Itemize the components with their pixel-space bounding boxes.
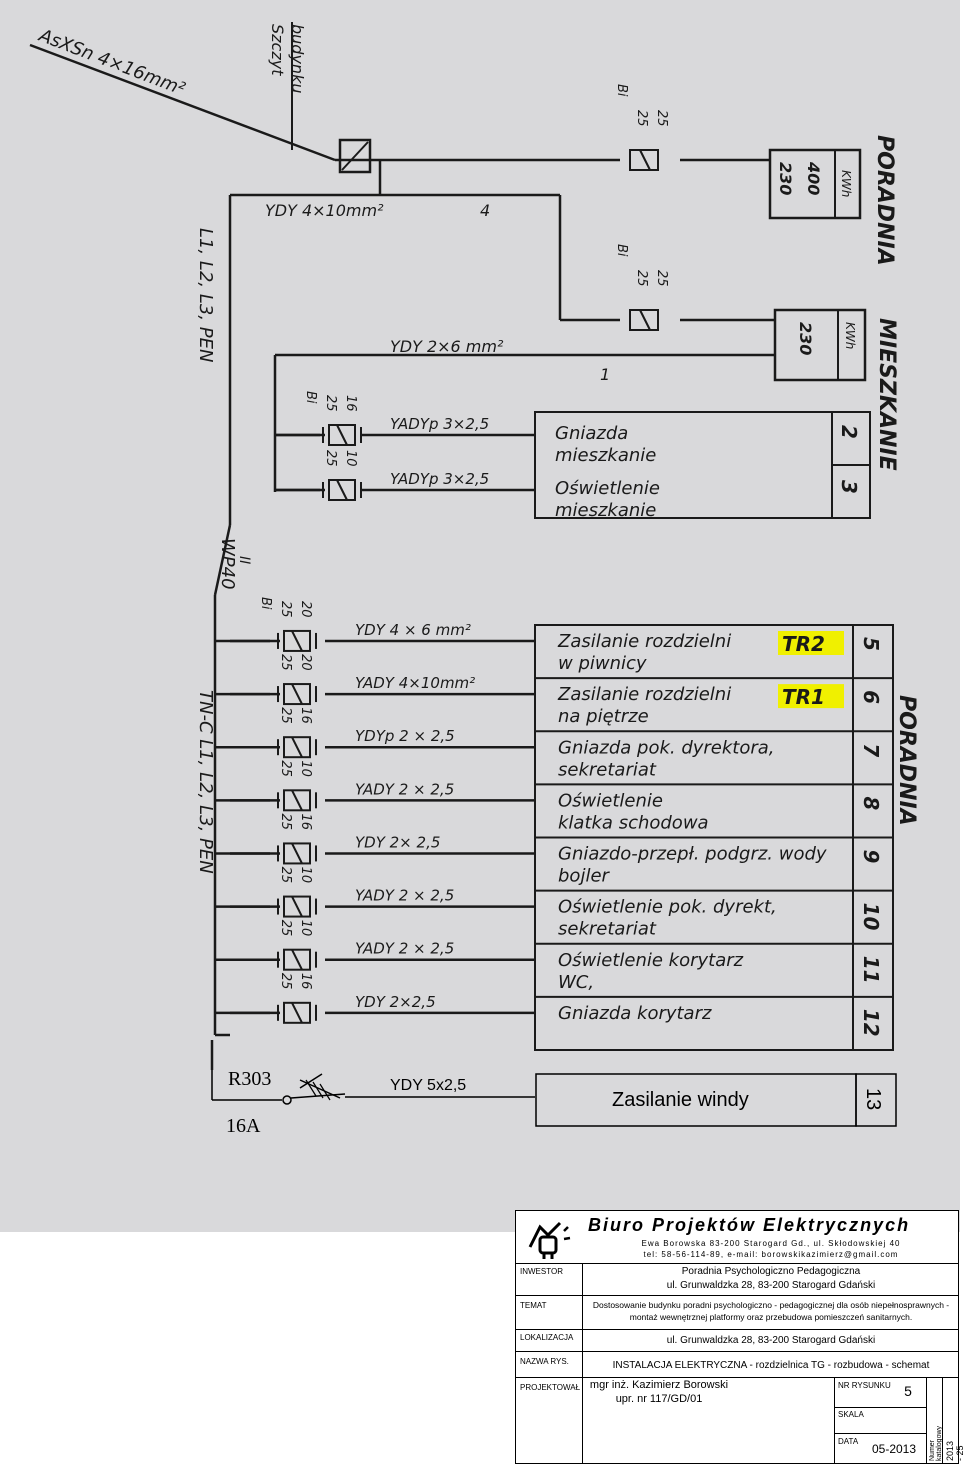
svg-text:230: 230 xyxy=(796,322,815,356)
mieszkanie-circuits xyxy=(275,391,870,521)
section-label-poradnia: PORADNIA xyxy=(894,695,919,826)
poradnia-circuit-6-fuse-rating: 20 xyxy=(298,654,313,671)
svg-text:KWh: KWh xyxy=(839,170,853,198)
mieszkanie-feed-cable: YDY 2×6 mm² xyxy=(390,337,504,356)
mieszkanie-circuit-2-desc-2: mieszkanie xyxy=(555,500,657,521)
mieszkanie-circuit-1-number: 2 xyxy=(837,425,861,439)
feeder-cable-label: YDY 4×10mm² xyxy=(265,201,384,220)
bureau-address: Ewa Borowska 83-200 Starogard Gd., ul. Skłodowskiej 40 xyxy=(641,1239,901,1248)
mieszkanie-circuit-1-cable: YADYp 3×2,5 xyxy=(390,415,490,433)
poradnia-circuit-12-fuse-base: 25 xyxy=(278,972,293,990)
gable-label-2: budynku xyxy=(288,24,307,94)
poradnia-circuit-8-fuse-base: 25 xyxy=(278,760,293,777)
lift-circuit xyxy=(212,1068,896,1137)
feeder-number: 4 xyxy=(480,201,491,220)
poradnia-circuit-7-desc-1: Gniazda pok. dyrektora, xyxy=(558,737,775,759)
mieszkanie-circuit-2-fuse-base: 25 xyxy=(323,450,338,467)
poradnia-circuit-12-cable: YDY 2×2,5 xyxy=(355,992,436,1011)
mieszkanie-circuit-1-desc-1: Gniazda xyxy=(555,423,629,444)
poradnia-circuit-12-desc-1: Gniazda korytarz xyxy=(558,1002,712,1024)
svg-text:25: 25 xyxy=(654,110,669,127)
nr-rysunku-value: 5 xyxy=(904,1383,912,1399)
temat-line-1: Dostosowanie budynku poradni psychologiczno - pedagogicznej dla osób niepełnosprawnych - xyxy=(592,1300,950,1310)
poradnia-circuit-5-desc-2: w piwnicy xyxy=(558,653,647,674)
poradnia-circuit-6-desc-2: na piętrze xyxy=(558,706,649,728)
catalog-number: 2013 - 25 xyxy=(945,1440,965,1461)
mieszkanie-circuit-1-fuse-base: 25 xyxy=(323,395,338,412)
section-label-poradnia-top: PORADNIA xyxy=(872,135,897,266)
mieszkanie-circuit-2-fuse-rating: 10 xyxy=(343,450,358,467)
poradnia-circuit-5-cable: YDY 4 × 6 mm² xyxy=(355,620,471,639)
poradnia-circuit-10-fuse-rating: 10 xyxy=(298,866,313,884)
inwestor-name: Poradnia Psychologiczno Pedagogiczna xyxy=(681,1266,861,1277)
poradnia-circuit-10-number: 10 xyxy=(859,902,883,931)
poradnia-circuit-6-number: 6 xyxy=(859,690,883,705)
bureau-logo-plug-icon xyxy=(524,1217,572,1261)
poradnia-circuit-7-desc-2: sekretariat xyxy=(558,759,656,781)
bureau-name: Biuro Projektów Elektrycznych xyxy=(588,1215,911,1235)
poradnia-circuit-8-desc-1: Oświetlenie xyxy=(558,790,663,812)
poradnia-circuit-5-fuse-rating: 20 xyxy=(298,600,313,618)
poradnia-circuit-12-number: 12 xyxy=(859,1008,883,1037)
svg-text:KWh: KWh xyxy=(843,322,857,350)
temat-line-2: montaż wewnętrznej platformy oraz przebudowa pomieszczeń sanitarnych. xyxy=(629,1312,913,1322)
inwestor-address: ul. Grunwaldzka 28, 83-200 Starogard Gdański xyxy=(666,1280,876,1291)
poradnia-circuit-12-fuse-rating: 16 xyxy=(298,972,313,990)
poradnia-circuit-8-cable: YADY 2 × 2,5 xyxy=(355,780,455,799)
mieszkanie-circuit-2-number: 3 xyxy=(837,480,861,494)
poradnia-circuit-6-desc-1: Zasilanie rozdzielni xyxy=(558,684,732,706)
inwestor-label: INWESTOR xyxy=(520,1267,563,1276)
projektowal-name: mgr inż. Kazimierz Borowski xyxy=(589,1379,729,1391)
poradnia-circuit-7-number: 7 xyxy=(859,743,883,758)
title-block xyxy=(515,1210,965,1464)
poradnia-circuit-7-fuse-base: 25 xyxy=(278,707,293,724)
poradnia-circuit-10-fuse-base: 25 xyxy=(278,866,293,884)
svg-text:25: 25 xyxy=(634,110,649,127)
poradnia-circuit-6-cable: YADY 4×10mm² xyxy=(355,674,476,693)
poradnia-circuit-6-fuse-base: 25 xyxy=(278,654,293,671)
mieszkanie-circuit-1-fuse-type: Bi xyxy=(303,391,318,404)
sub-feed-number: 1 xyxy=(600,365,611,384)
mieszkanie-circuit-2-desc-1: Oświetlenie xyxy=(555,478,660,499)
temat-label: TEMAT xyxy=(520,1301,547,1310)
poradnia-circuit-8-fuse-rating: 10 xyxy=(298,760,313,777)
mieszkanie-circuit-1-desc-2: mieszkanie xyxy=(555,445,657,466)
nazwa-label: NAZWA RYS. xyxy=(520,1357,569,1366)
poradnia-circuit-9-fuse-base: 25 xyxy=(278,813,293,830)
incoming-cable-label: AsXSn 4×16mm² xyxy=(36,25,188,100)
bureau-contact: tel: 58-56-114-89, e-mail: borowskikazimierz@gmail.com xyxy=(643,1250,899,1259)
svg-text:Bi: Bi xyxy=(614,84,629,97)
nr-rysunku-label: NR RYSUNKU xyxy=(838,1381,891,1390)
poradnia-circuit-11-number: 11 xyxy=(859,955,883,984)
svg-text:25: 25 xyxy=(654,270,669,287)
poradnia-circuit-9-desc-2: bojler xyxy=(558,865,609,887)
poradnia-circuits xyxy=(215,597,893,1050)
poradnia-circuit-11-fuse-base: 25 xyxy=(278,919,293,937)
poradnia-circuit-5-fuse-base: 25 xyxy=(278,600,293,618)
section-label-mieszkanie: MIESZKANIE xyxy=(874,318,899,471)
data-value: 05-2013 xyxy=(871,1442,917,1456)
poradnia-circuit-7-cable: YDYp 2 × 2,5 xyxy=(355,727,455,746)
nazwa-value: INSTALACJA ELEKTRYCZNA - rozdzielnica TG - rozbudowa - schemat xyxy=(612,1360,930,1371)
poradnia-circuit-5-tag: TR2 xyxy=(782,632,825,656)
poradnia-circuit-11-desc-2: WC, xyxy=(558,971,595,993)
catalog-label: Numer katalogowy xyxy=(929,1425,943,1461)
lift-cable-label: YDY 5x2,5 xyxy=(390,1077,467,1094)
lower-bus-label: TN-C L1, L2, L3, PEN xyxy=(195,690,216,874)
poradnia-circuit-5-number: 5 xyxy=(859,637,883,651)
main-switch-mark: II xyxy=(236,556,252,565)
projektowal-license: upr. nr 117/GD/01 xyxy=(615,1393,703,1405)
poradnia-circuit-7-fuse-rating: 16 xyxy=(298,707,313,724)
poradnia-circuit-11-cable: YADY 2 × 2,5 xyxy=(355,939,455,958)
svg-text:Bi: Bi xyxy=(614,244,629,257)
lift-breaker-label: R303 xyxy=(228,1068,272,1090)
mieszkanie-circuit-2-cable: YADYp 3×2,5 xyxy=(390,470,490,488)
lift-breaker-rating: 16A xyxy=(226,1115,261,1137)
poradnia-circuit-5-fuse-type: Bi xyxy=(258,596,273,610)
poradnia-circuit-9-cable: YDY 2× 2,5 xyxy=(355,833,441,852)
lift-circuit-desc: Zasilanie windy xyxy=(612,1089,749,1111)
poradnia-circuit-6-tag: TR1 xyxy=(782,685,825,710)
poradnia-circuit-8-number: 8 xyxy=(859,796,883,811)
poradnia-circuit-9-number: 9 xyxy=(859,849,883,864)
poradnia-circuit-5-desc-1: Zasilanie rozdzielni xyxy=(558,631,732,652)
lokalizacja-label: LOKALIZACJA xyxy=(520,1333,574,1342)
poradnia-circuit-11-fuse-rating: 10 xyxy=(298,919,313,937)
poradnia-circuit-10-desc-1: Oświetlenie pok. dyrekt, xyxy=(558,896,777,918)
poradnia-circuit-10-cable: YADY 2 × 2,5 xyxy=(355,886,455,905)
lokalizacja-value: ul. Grunwaldzka 28, 83-200 Starogard Gdański xyxy=(666,1335,876,1346)
lift-circuit-number: 13 xyxy=(862,1088,884,1111)
skala-label: SKALA xyxy=(838,1410,864,1419)
gable-label-1: Szczyt xyxy=(268,24,287,76)
poradnia-circuit-8-desc-2: klatka schodowa xyxy=(558,812,709,834)
projektowal-label: PROJEKTOWAŁ xyxy=(520,1383,581,1392)
svg-text:230: 230 xyxy=(776,162,795,196)
svg-text:25: 25 xyxy=(634,270,649,287)
mieszkanie-circuit-1-fuse-rating: 16 xyxy=(343,395,358,412)
meter-mieszkanie xyxy=(614,244,865,380)
poradnia-circuit-10-desc-2: sekretariat xyxy=(558,918,656,940)
meter-fuses xyxy=(630,150,658,330)
poradnia-circuit-9-fuse-rating: 16 xyxy=(298,813,313,830)
poradnia-circuit-11-desc-1: Oświetlenie korytarz xyxy=(558,949,744,971)
svg-text:400: 400 xyxy=(804,162,823,196)
poradnia-circuit-9-desc-1: Gniazdo-przepł. podgrz. wody xyxy=(558,843,827,865)
data-label: DATA xyxy=(838,1437,859,1446)
left-bus-label: L1, L2, L3, PEN xyxy=(195,228,216,363)
main-switch-label: WP40 xyxy=(217,538,238,590)
